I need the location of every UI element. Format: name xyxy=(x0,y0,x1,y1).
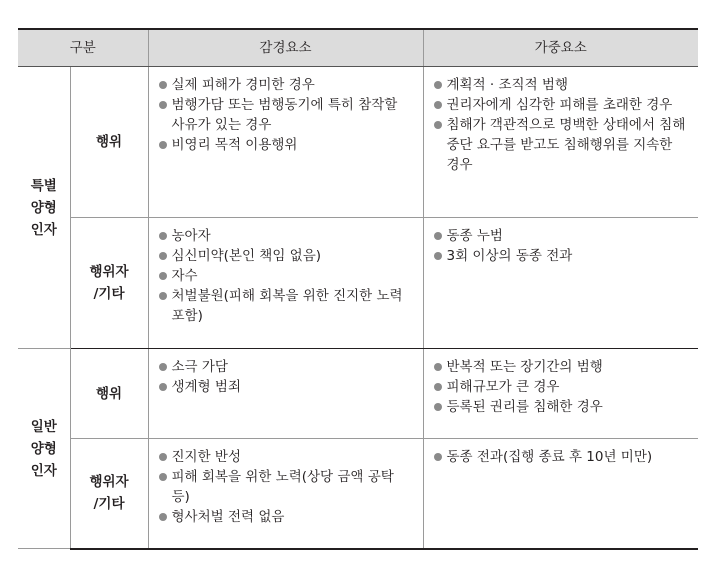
item-text: 범행가담 또는 범행동기에 특히 참작할 사유가 있는 경우 xyxy=(171,97,398,133)
list-item xyxy=(159,447,413,467)
mitigating-list xyxy=(159,226,413,326)
mitigating-cell xyxy=(148,67,423,218)
mitigating-cell xyxy=(148,439,423,549)
item-text: 권리자에게 심각한 피해를 초래한 경우 xyxy=(446,97,673,113)
list-item xyxy=(159,75,413,95)
list-item xyxy=(434,377,689,397)
table-row xyxy=(18,218,698,349)
item-text: 자수 xyxy=(171,268,198,284)
bullet-icon xyxy=(159,232,167,240)
aggravating-list xyxy=(434,75,689,175)
aggravating-list xyxy=(434,226,689,266)
item-text: 동종 누범 xyxy=(446,228,503,244)
list-item xyxy=(159,135,413,155)
subcategory-label: 행위자 /기타 xyxy=(70,218,148,349)
bullet-icon xyxy=(434,363,442,371)
list-item xyxy=(434,447,689,467)
list-item xyxy=(159,246,413,266)
list-item xyxy=(434,95,689,115)
list-item xyxy=(159,95,413,135)
list-item xyxy=(434,246,689,266)
list-item xyxy=(159,377,413,397)
list-item xyxy=(159,266,413,286)
subcategory-label: 행위 xyxy=(70,67,148,218)
bullet-icon xyxy=(159,383,167,391)
bullet-icon xyxy=(159,292,167,300)
list-item xyxy=(434,357,689,377)
bullet-icon xyxy=(434,232,442,240)
header-mitigating: 감경요소 xyxy=(148,29,423,67)
bullet-icon xyxy=(434,383,442,391)
bullet-icon xyxy=(434,121,442,129)
item-text: 반복적 또는 장기간의 범행 xyxy=(446,359,603,375)
item-text: 농아자 xyxy=(171,228,211,244)
mitigating-list xyxy=(159,357,413,397)
item-text: 심신미약(본인 책임 없음) xyxy=(171,248,322,264)
bullet-icon xyxy=(434,252,442,260)
item-text: 피해 회복을 위한 노력(상당 금액 공탁 등) xyxy=(171,469,394,505)
list-item xyxy=(434,397,689,417)
bullet-icon xyxy=(434,403,442,411)
item-text: 처벌불원(피해 회복을 위한 진지한 노력 포함) xyxy=(171,288,403,324)
aggravating-list xyxy=(434,357,689,417)
table-row xyxy=(18,349,698,439)
bullet-icon xyxy=(159,272,167,280)
group-label: 일반 양형 인자 xyxy=(18,349,70,549)
aggravating-cell xyxy=(423,67,698,218)
bullet-icon xyxy=(434,81,442,89)
item-text: 진지한 반성 xyxy=(171,449,241,465)
item-text: 생계형 범죄 xyxy=(171,379,241,395)
item-text: 소극 가담 xyxy=(171,359,228,375)
bullet-icon xyxy=(159,252,167,260)
list-item xyxy=(434,115,689,175)
aggravating-cell xyxy=(423,439,698,549)
list-item xyxy=(159,286,413,326)
header-category: 구분 xyxy=(18,29,148,67)
list-item xyxy=(159,507,413,527)
mitigating-list xyxy=(159,447,413,527)
aggravating-cell xyxy=(423,218,698,349)
mitigating-cell xyxy=(148,218,423,349)
list-item xyxy=(434,75,689,95)
mitigating-cell xyxy=(148,349,423,439)
list-item xyxy=(159,467,413,507)
sentencing-factors-table xyxy=(18,28,698,550)
item-text: 계획적 · 조직적 범행 xyxy=(446,77,568,93)
bullet-icon xyxy=(159,453,167,461)
bullet-icon xyxy=(159,363,167,371)
bullet-icon xyxy=(159,513,167,521)
aggravating-list xyxy=(434,447,689,467)
list-item xyxy=(434,226,689,246)
bullet-icon xyxy=(159,141,167,149)
list-item xyxy=(159,357,413,377)
mitigating-list xyxy=(159,75,413,155)
item-text: 피해규모가 큰 경우 xyxy=(446,379,560,395)
bullet-icon xyxy=(159,473,167,481)
group-label: 특별 양형 인자 xyxy=(18,67,70,349)
bullet-icon xyxy=(159,101,167,109)
item-text: 형사처벌 전력 없음 xyxy=(171,509,285,525)
item-text: 침해가 객관적으로 명백한 상태에서 침해중단 요구를 받고도 침해행위를 지속한 경우 xyxy=(446,117,686,173)
bullet-icon xyxy=(434,101,442,109)
item-text: 비영리 목적 이용행위 xyxy=(171,137,298,153)
table-header-row xyxy=(18,29,698,67)
aggravating-cell xyxy=(423,349,698,439)
subcategory-label: 행위자 /기타 xyxy=(70,439,148,549)
list-item xyxy=(159,226,413,246)
item-text: 실제 피해가 경미한 경우 xyxy=(171,77,315,93)
bullet-icon xyxy=(159,81,167,89)
item-text: 3회 이상의 동종 전과 xyxy=(446,248,573,264)
item-text: 등록된 권리를 침해한 경우 xyxy=(446,399,603,415)
bullet-icon xyxy=(434,453,442,461)
subcategory-label: 행위 xyxy=(70,349,148,439)
item-text: 동종 전과(집행 종료 후 10년 미만) xyxy=(446,449,653,465)
header-aggravating: 가중요소 xyxy=(423,29,698,67)
table-row xyxy=(18,67,698,218)
table-row xyxy=(18,439,698,549)
